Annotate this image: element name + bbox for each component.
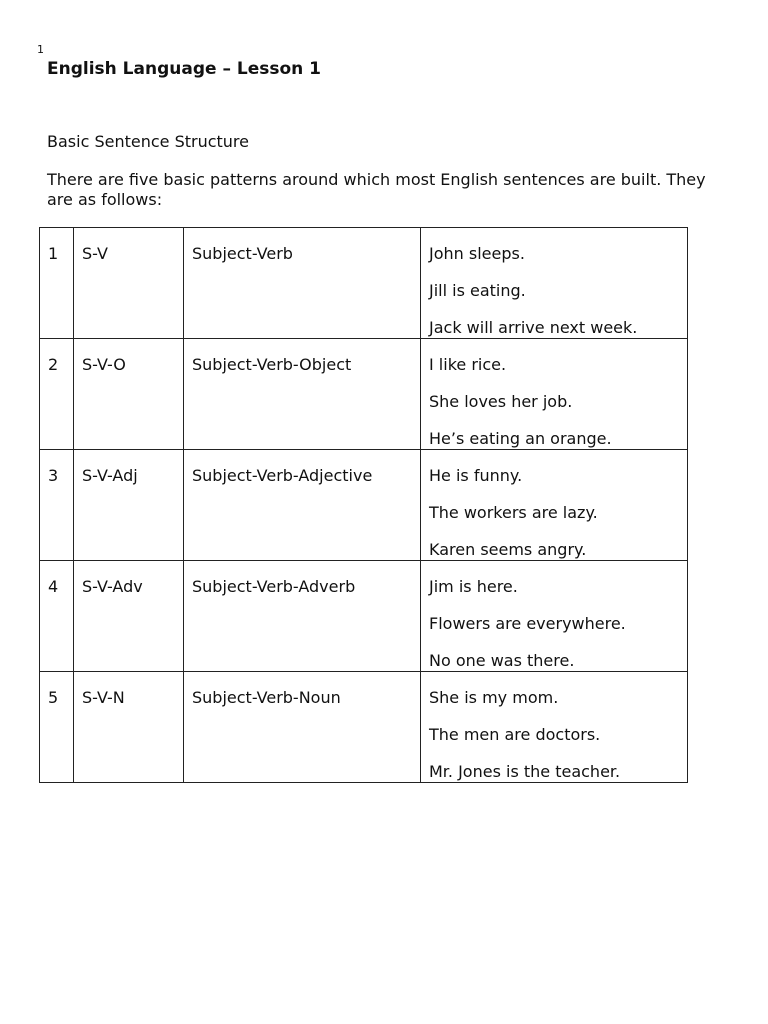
pattern-examples	[421, 228, 688, 339]
table-row	[40, 339, 688, 450]
example-sentence: I like rice.	[429, 355, 507, 374]
example-sentence: He is funny.	[429, 466, 523, 485]
page-number: 1	[37, 43, 44, 56]
example-sentence: Jack will arrive next week.	[429, 318, 638, 337]
pattern-examples	[421, 672, 688, 783]
pattern-examples	[421, 561, 688, 672]
document-title: English Language – Lesson 1	[47, 59, 321, 79]
pattern-number: 4	[40, 561, 74, 672]
pattern-code: S-V-Adj	[74, 450, 184, 561]
pattern-code: S-V-O	[74, 339, 184, 450]
example-sentence: Flowers are everywhere.	[429, 614, 626, 633]
example-sentence: He’s eating an orange.	[429, 429, 612, 448]
pattern-number: 3	[40, 450, 74, 561]
table-row	[40, 561, 688, 672]
example-sentence: Karen seems angry.	[429, 540, 587, 559]
example-sentence: She is my mom.	[429, 688, 559, 707]
pattern-name: Subject-Verb-Object	[184, 339, 421, 450]
example-sentence: Jim is here.	[429, 577, 518, 596]
pattern-examples	[421, 450, 688, 561]
example-sentence: Mr. Jones is the teacher.	[429, 762, 621, 781]
pattern-examples	[421, 339, 688, 450]
pattern-number: 1	[40, 228, 74, 339]
sentence-patterns-table	[39, 227, 688, 783]
pattern-number: 5	[40, 672, 74, 783]
table-row	[40, 228, 688, 339]
example-sentence: John sleeps.	[429, 244, 525, 263]
pattern-name: Subject-Verb-Adverb	[184, 561, 421, 672]
example-sentence: No one was there.	[429, 651, 575, 670]
pattern-name: Subject-Verb	[184, 228, 421, 339]
table-row	[40, 450, 688, 561]
pattern-code: S-V	[74, 228, 184, 339]
example-sentence: She loves her job.	[429, 392, 573, 411]
pattern-name: Subject-Verb-Adjective	[184, 450, 421, 561]
example-sentence: The workers are lazy.	[429, 503, 598, 522]
section-heading: Basic Sentence Structure	[47, 132, 249, 151]
table-row	[40, 672, 688, 783]
pattern-code: S-V-N	[74, 672, 184, 783]
example-sentence: Jill is eating.	[429, 281, 526, 300]
pattern-name: Subject-Verb-Noun	[184, 672, 421, 783]
example-sentence: The men are doctors.	[429, 725, 601, 744]
intro-paragraph: There are five basic patterns around which most English sentences are built. They are as follows:	[47, 170, 706, 209]
pattern-number: 2	[40, 339, 74, 450]
pattern-code: S-V-Adv	[74, 561, 184, 672]
